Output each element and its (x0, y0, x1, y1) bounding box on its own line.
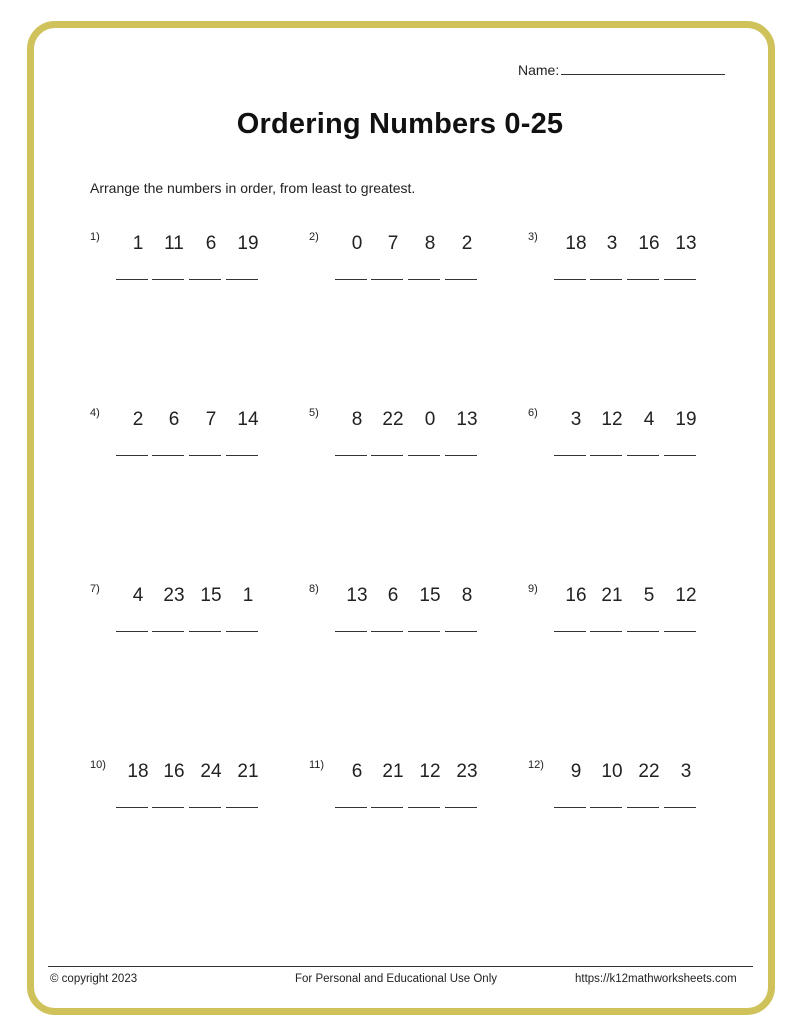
number-to-order: 7 (387, 233, 399, 254)
page-title: Ordering Numbers 0-25 (236, 108, 564, 140)
problem-number: 6) (528, 407, 538, 419)
number-to-order: 19 (675, 409, 697, 430)
answer-blank[interactable] (335, 455, 367, 456)
number-to-order: 8 (424, 233, 436, 254)
answer-blank[interactable] (152, 279, 184, 280)
answer-blank[interactable] (371, 631, 403, 632)
number-to-order: 2 (132, 409, 144, 430)
problem-10 (90, 761, 290, 831)
answer-blank[interactable] (152, 455, 184, 456)
problem-1 (90, 233, 290, 303)
number-to-order: 13 (346, 585, 368, 606)
answer-blank[interactable] (116, 631, 148, 632)
number-to-order: 3 (680, 761, 692, 782)
answer-blank[interactable] (116, 807, 148, 808)
answer-blank[interactable] (627, 631, 659, 632)
answer-blank[interactable] (116, 279, 148, 280)
answer-blank[interactable] (445, 455, 477, 456)
answer-blank[interactable] (226, 455, 258, 456)
number-to-order: 8 (351, 409, 363, 430)
answer-blank[interactable] (445, 631, 477, 632)
answer-blank[interactable] (408, 807, 440, 808)
answer-blank[interactable] (554, 807, 586, 808)
answer-blank[interactable] (408, 631, 440, 632)
number-to-order: 8 (461, 585, 473, 606)
problem-number: 10) (90, 759, 106, 771)
number-to-order: 22 (382, 409, 404, 430)
number-to-order: 3 (570, 409, 582, 430)
answer-blank[interactable] (189, 631, 221, 632)
name-field (518, 62, 725, 78)
number-to-order: 1 (132, 233, 144, 254)
answer-blank[interactable] (664, 807, 696, 808)
answer-blank[interactable] (554, 455, 586, 456)
problem-number: 5) (309, 407, 319, 419)
number-to-order: 5 (643, 585, 655, 606)
footer-copyright: © copyright 2023 (50, 973, 138, 985)
problem-2 (309, 233, 509, 303)
answer-blank[interactable] (189, 279, 221, 280)
answer-blank[interactable] (554, 631, 586, 632)
answer-blank[interactable] (590, 455, 622, 456)
number-to-order: 4 (643, 409, 655, 430)
number-to-order: 24 (200, 761, 222, 782)
number-to-order: 15 (200, 585, 222, 606)
number-to-order: 21 (237, 761, 259, 782)
problem-5 (309, 409, 509, 479)
number-to-order: 6 (168, 409, 180, 430)
problem-number: 2) (309, 231, 319, 243)
problem-3 (528, 233, 728, 303)
number-to-order: 6 (387, 585, 399, 606)
number-to-order: 7 (205, 409, 217, 430)
answer-blank[interactable] (189, 455, 221, 456)
problem-6 (528, 409, 728, 479)
answer-blank[interactable] (627, 279, 659, 280)
number-to-order: 15 (419, 585, 441, 606)
answer-blank[interactable] (554, 279, 586, 280)
answer-blank[interactable] (152, 807, 184, 808)
answer-blank[interactable] (371, 455, 403, 456)
problem-number: 7) (90, 583, 100, 595)
answer-blank[interactable] (226, 631, 258, 632)
number-to-order: 23 (163, 585, 185, 606)
problem-11 (309, 761, 509, 831)
number-to-order: 22 (638, 761, 660, 782)
number-to-order: 16 (565, 585, 587, 606)
number-to-order: 13 (675, 233, 697, 254)
answer-blank[interactable] (371, 807, 403, 808)
answer-blank[interactable] (335, 279, 367, 280)
number-to-order: 1 (242, 585, 254, 606)
number-to-order: 16 (638, 233, 660, 254)
answer-blank[interactable] (408, 279, 440, 280)
answer-blank[interactable] (226, 279, 258, 280)
number-to-order: 11 (164, 233, 184, 254)
footer-website: https://k12mathworksheets.com (575, 973, 737, 985)
problem-8 (309, 585, 509, 655)
answer-blank[interactable] (226, 807, 258, 808)
answer-blank[interactable] (627, 807, 659, 808)
number-to-order: 12 (675, 585, 697, 606)
name-label: Name: (518, 62, 560, 78)
instructions: Arrange the numbers in order, from least to greatest. (90, 180, 416, 196)
answer-blank[interactable] (408, 455, 440, 456)
number-to-order: 23 (456, 761, 478, 782)
number-to-order: 12 (419, 761, 441, 782)
number-to-order: 9 (570, 761, 582, 782)
answer-blank[interactable] (152, 631, 184, 632)
problem-7 (90, 585, 290, 655)
problem-12 (528, 761, 728, 831)
number-to-order: 0 (351, 233, 363, 254)
number-to-order: 13 (456, 409, 478, 430)
number-to-order: 18 (127, 761, 149, 782)
footer-usage-note: For Personal and Educational Use Only (295, 973, 497, 985)
answer-blank[interactable] (189, 807, 221, 808)
answer-blank[interactable] (664, 279, 696, 280)
problem-number: 11) (309, 759, 325, 771)
name-blank-line (561, 62, 725, 75)
problem-9 (528, 585, 728, 655)
answer-blank[interactable] (590, 631, 622, 632)
number-to-order: 14 (237, 409, 259, 430)
answer-blank[interactable] (371, 279, 403, 280)
answer-blank[interactable] (335, 631, 367, 632)
answer-blank[interactable] (664, 631, 696, 632)
problem-number: 8) (309, 583, 319, 595)
number-to-order: 21 (382, 761, 404, 782)
answer-blank[interactable] (116, 455, 148, 456)
number-to-order: 6 (351, 761, 363, 782)
problem-number: 3) (528, 231, 538, 243)
answer-blank[interactable] (590, 807, 622, 808)
number-to-order: 2 (461, 233, 473, 254)
answer-blank[interactable] (664, 455, 696, 456)
answer-blank[interactable] (445, 279, 477, 280)
answer-blank[interactable] (445, 807, 477, 808)
page-border (27, 21, 775, 1015)
number-to-order: 4 (132, 585, 144, 606)
number-to-order: 18 (565, 233, 587, 254)
number-to-order: 6 (205, 233, 217, 254)
number-to-order: 19 (237, 233, 259, 254)
answer-blank[interactable] (335, 807, 367, 808)
answer-blank[interactable] (590, 279, 622, 280)
problem-number: 9) (528, 583, 538, 595)
number-to-order: 12 (601, 409, 623, 430)
footer-divider (48, 966, 753, 967)
problem-4 (90, 409, 290, 479)
number-to-order: 0 (424, 409, 436, 430)
number-to-order: 10 (601, 761, 623, 782)
problem-number: 1) (90, 231, 100, 243)
number-to-order: 3 (606, 233, 618, 254)
answer-blank[interactable] (627, 455, 659, 456)
problem-number: 4) (90, 407, 100, 419)
number-to-order: 16 (163, 761, 185, 782)
number-to-order: 21 (601, 585, 623, 606)
problem-number: 12) (528, 759, 544, 771)
